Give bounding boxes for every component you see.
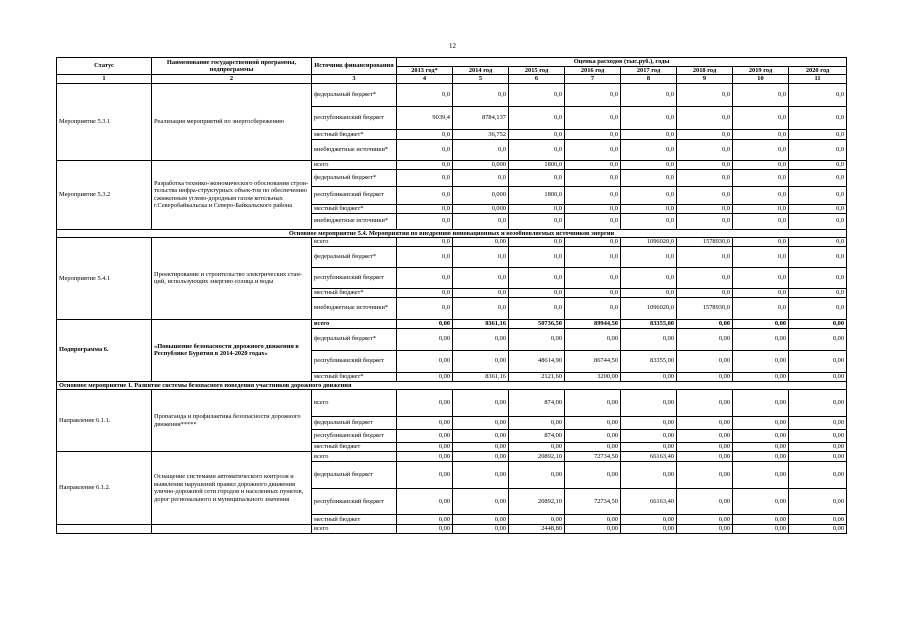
value-cell: 0,00 xyxy=(789,328,847,350)
value-cell: 0,00 xyxy=(733,350,789,372)
column-number: 2 xyxy=(152,75,312,84)
row-status: Подпрограмма 6. xyxy=(57,319,152,381)
value-cell: 0,0 xyxy=(509,246,565,267)
value-cell: 0,00 xyxy=(397,430,453,443)
table-row xyxy=(57,84,847,107)
value-cell: 1578930,0 xyxy=(677,297,733,319)
value-cell: 83355,00 xyxy=(621,319,677,328)
value-cell: 0,000 xyxy=(453,204,509,213)
value-cell: 0,0 xyxy=(677,186,733,204)
row-status: Мероприятие 5.3.2 xyxy=(57,161,152,230)
value-cell: 0,0 xyxy=(565,297,621,319)
value-cell: 0,0 xyxy=(565,140,621,161)
value-cell: 0,00 xyxy=(621,372,677,381)
value-cell: 0,00 xyxy=(621,443,677,452)
value-cell: 0,0 xyxy=(733,238,789,247)
value-cell: 0,0 xyxy=(789,84,847,107)
value-cell: 0,00 xyxy=(397,452,453,462)
value-cell: 0,00 xyxy=(453,390,509,417)
funding-source: внебюджетные источники* xyxy=(312,213,397,229)
value-cell: 0,0 xyxy=(565,204,621,213)
value-cell: 0,0 xyxy=(397,213,453,229)
value-cell: 0,0 xyxy=(621,267,677,288)
row-status: Направление 6.1.2. xyxy=(57,452,152,525)
column-number: 3 xyxy=(312,75,397,84)
value-cell: 0,00 xyxy=(789,319,847,328)
value-cell: 1096020,0 xyxy=(621,297,677,319)
value-cell: 0,0 xyxy=(733,267,789,288)
value-cell: 0,00 xyxy=(565,328,621,350)
value-cell: 8361,16 xyxy=(453,319,509,328)
value-cell: 0,00 xyxy=(789,443,847,452)
value-cell: 0,00 xyxy=(397,328,453,350)
section-title: Основное мероприятие 1. Развитие системы безопасного поведения участников дорожного движения xyxy=(57,381,847,390)
value-cell: 20892,10 xyxy=(509,489,565,515)
value-cell: 0,0 xyxy=(397,267,453,288)
value-cell: 0,0 xyxy=(733,246,789,267)
value-cell: 0,00 xyxy=(677,417,733,430)
value-cell: 0,00 xyxy=(509,417,565,430)
section-row xyxy=(57,229,847,238)
value-cell: 0,00 xyxy=(453,238,509,247)
value-cell: 72734,50 xyxy=(565,452,621,462)
row-status: Мероприятие 5.4.1 xyxy=(57,238,152,320)
value-cell: 36,752 xyxy=(453,130,509,140)
value-cell: 0,00 xyxy=(565,515,621,525)
row-status: Направление 6.1.1. xyxy=(57,390,152,452)
value-cell: 0,00 xyxy=(565,430,621,443)
value-cell: 0,00 xyxy=(733,328,789,350)
value-cell: 0,0 xyxy=(565,84,621,107)
value-cell: 1578930,0 xyxy=(677,238,733,247)
value-cell: 0,0 xyxy=(565,213,621,229)
value-cell: 0,00 xyxy=(565,390,621,417)
value-cell: 0,00 xyxy=(453,525,509,534)
value-cell: 0,00 xyxy=(733,489,789,515)
value-cell: 0,0 xyxy=(397,169,453,186)
value-cell: 0,0 xyxy=(453,297,509,319)
value-cell: 0,0 xyxy=(621,107,677,130)
value-cell: 0,00 xyxy=(453,462,509,489)
value-cell: 0,00 xyxy=(397,319,453,328)
value-cell: 0,0 xyxy=(509,288,565,297)
value-cell: 0,00 xyxy=(789,372,847,381)
value-cell: 0,0 xyxy=(733,84,789,107)
value-cell: 0,0 xyxy=(397,130,453,140)
funding-source: всего xyxy=(312,161,397,170)
value-cell: 0,0 xyxy=(621,169,677,186)
value-cell: 0,0 xyxy=(565,161,621,170)
value-cell: 0,00 xyxy=(509,443,565,452)
value-cell: 0,0 xyxy=(509,238,565,247)
header-source: Источник финансирования xyxy=(312,58,397,75)
value-cell: 0,00 xyxy=(397,417,453,430)
value-cell: 0,0 xyxy=(677,267,733,288)
row-name xyxy=(152,525,312,534)
value-cell: 0,0 xyxy=(677,246,733,267)
value-cell: 0,0 xyxy=(789,107,847,130)
value-cell: 0,0 xyxy=(789,186,847,204)
value-cell: 0,00 xyxy=(789,462,847,489)
value-cell: 0,0 xyxy=(789,161,847,170)
value-cell: 0,0 xyxy=(789,297,847,319)
header-year: 2013 год* xyxy=(397,66,453,75)
value-cell: 0,0 xyxy=(621,288,677,297)
value-cell: 0,00 xyxy=(677,489,733,515)
value-cell: 0,00 xyxy=(789,390,847,417)
value-cell: 0,00 xyxy=(677,350,733,372)
funding-source: местный бюджет* xyxy=(312,288,397,297)
value-cell: 0,00 xyxy=(733,452,789,462)
value-cell: 0,0 xyxy=(621,186,677,204)
header-year: 2018 год xyxy=(677,66,733,75)
row-name: Проектирование и строительство электрических стан-ций, использующих энергию солнца и воды xyxy=(152,238,312,320)
column-number: 9 xyxy=(677,75,733,84)
value-cell: 0,00 xyxy=(677,328,733,350)
value-cell: 0,0 xyxy=(621,161,677,170)
table-row xyxy=(57,525,847,534)
row-status: Мероприятие 5.3.1 xyxy=(57,84,152,161)
row-status xyxy=(57,525,152,534)
value-cell: 0,0 xyxy=(509,297,565,319)
value-cell: 0,00 xyxy=(733,462,789,489)
funding-source: местный бюджет* xyxy=(312,372,397,381)
table-row xyxy=(57,161,847,170)
value-cell: 9039,4 xyxy=(397,107,453,130)
value-cell: 3200,00 xyxy=(565,372,621,381)
header-year: 2016 год xyxy=(565,66,621,75)
funding-source: федеральный бюджет* xyxy=(312,328,397,350)
value-cell: 0,00 xyxy=(397,525,453,534)
funding-source: федеральный бюджет* xyxy=(312,84,397,107)
value-cell: 0,0 xyxy=(397,246,453,267)
value-cell: 0,0 xyxy=(789,238,847,247)
value-cell: 0,0 xyxy=(565,267,621,288)
value-cell: 0,00 xyxy=(677,452,733,462)
funding-source: местный бюджет xyxy=(312,443,397,452)
funding-source: местный бюджет* xyxy=(312,130,397,140)
value-cell: 0,00 xyxy=(789,489,847,515)
value-cell: 0,0 xyxy=(397,204,453,213)
value-cell: 0,0 xyxy=(733,169,789,186)
value-cell: 83355,00 xyxy=(621,350,677,372)
value-cell: 2121,60 xyxy=(509,372,565,381)
value-cell: 0,0 xyxy=(453,84,509,107)
value-cell: 1800,0 xyxy=(509,186,565,204)
value-cell: 0,0 xyxy=(789,288,847,297)
value-cell: 0,0 xyxy=(733,130,789,140)
header-year: 2015 год xyxy=(509,66,565,75)
value-cell: 0,0 xyxy=(565,246,621,267)
value-cell: 50736,50 xyxy=(509,319,565,328)
value-cell: 0,0 xyxy=(733,204,789,213)
value-cell: 89944,50 xyxy=(565,319,621,328)
funding-source: республиканский бюджет xyxy=(312,430,397,443)
value-cell: 0,00 xyxy=(789,515,847,525)
value-cell: 0,00 xyxy=(565,443,621,452)
value-cell: 0,00 xyxy=(621,525,677,534)
funding-source: всего xyxy=(312,525,397,534)
expenditure-table xyxy=(56,57,847,534)
value-cell: 0,00 xyxy=(397,443,453,452)
value-cell: 0,00 xyxy=(509,328,565,350)
table-row xyxy=(57,390,847,417)
value-cell: 0,0 xyxy=(509,204,565,213)
funding-source: федеральный бюджет xyxy=(312,462,397,489)
header-year: 2020 год xyxy=(789,66,847,75)
value-cell: 0,00 xyxy=(733,525,789,534)
section-row xyxy=(57,381,847,390)
value-cell: 0,0 xyxy=(453,246,509,267)
value-cell: 0,00 xyxy=(789,417,847,430)
value-cell: 0,00 xyxy=(453,430,509,443)
funding-source: республиканский бюджет xyxy=(312,267,397,288)
value-cell: 0,00 xyxy=(677,430,733,443)
value-cell: 0,0 xyxy=(565,107,621,130)
row-name: Разработка технико-экономического обоснования строи-тельства инфра-структурных объек-тов по обеспечению сжиженным углево-дородным газом котельных г.Северобайкальска и Северо-Байкальского района xyxy=(152,161,312,230)
column-number: 4 xyxy=(397,75,453,84)
value-cell: 0,00 xyxy=(677,319,733,328)
page-number: 12 xyxy=(449,42,456,50)
funding-source: республиканский бюджет xyxy=(312,186,397,204)
row-name: Пропаганда и профилактика безопасности дорожного движения***** xyxy=(152,390,312,452)
value-cell: 0,00 xyxy=(733,319,789,328)
value-cell: 0,00 xyxy=(677,443,733,452)
value-cell: 0,00 xyxy=(789,452,847,462)
value-cell: 1096020,0 xyxy=(621,238,677,247)
value-cell: 0,0 xyxy=(789,130,847,140)
value-cell: 0,0 xyxy=(789,140,847,161)
value-cell: 0,00 xyxy=(733,515,789,525)
section-title: Основное мероприятие 5.4. Мероприятия по внедрению инновационных и возобновляемых источников энергии xyxy=(57,229,847,238)
value-cell: 0,0 xyxy=(789,204,847,213)
value-cell: 0,0 xyxy=(677,84,733,107)
funding-source: внебюджетные источники* xyxy=(312,140,397,161)
value-cell: 0,0 xyxy=(677,213,733,229)
value-cell: 66163,40 xyxy=(621,452,677,462)
value-cell: 0,0 xyxy=(509,107,565,130)
column-number-row xyxy=(57,75,847,84)
funding-source: всего xyxy=(312,390,397,417)
value-cell: 0,0 xyxy=(565,238,621,247)
value-cell: 0,0 xyxy=(733,140,789,161)
value-cell: 0,00 xyxy=(453,328,509,350)
value-cell: 0,0 xyxy=(789,246,847,267)
funding-source: местный бюджет* xyxy=(312,204,397,213)
value-cell: 66163,40 xyxy=(621,489,677,515)
value-cell: 86744,50 xyxy=(565,350,621,372)
value-cell: 0,0 xyxy=(565,288,621,297)
row-name: Оснащение системами автоматического контроля и выявления нарушений правил дорожного движения улично-дорожной сети городов и населенных пунктов, дорог регионального и муниципального значения xyxy=(152,452,312,525)
column-number: 5 xyxy=(453,75,509,84)
column-number: 1 xyxy=(57,75,152,84)
value-cell: 0,0 xyxy=(677,204,733,213)
value-cell: 0,000 xyxy=(453,161,509,170)
value-cell: 0,00 xyxy=(453,515,509,525)
value-cell: 0,00 xyxy=(621,515,677,525)
value-cell: 0,0 xyxy=(565,186,621,204)
value-cell: 0,000 xyxy=(453,186,509,204)
value-cell: 0,0 xyxy=(677,169,733,186)
value-cell: 0,00 xyxy=(453,417,509,430)
value-cell: 0,0 xyxy=(677,161,733,170)
value-cell: 0,0 xyxy=(621,213,677,229)
funding-source: всего xyxy=(312,319,397,328)
value-cell: 0,0 xyxy=(733,186,789,204)
value-cell: 0,00 xyxy=(397,462,453,489)
value-cell: 0,00 xyxy=(565,417,621,430)
row-name: Реализация мероприятий по энергосбережению xyxy=(152,84,312,161)
value-cell: 0,0 xyxy=(397,238,453,247)
value-cell: 0,0 xyxy=(733,161,789,170)
value-cell: 0,0 xyxy=(677,140,733,161)
funding-source: республиканский бюджет xyxy=(312,489,397,515)
value-cell: 0,00 xyxy=(621,430,677,443)
value-cell: 0,00 xyxy=(565,525,621,534)
value-cell: 0,0 xyxy=(733,107,789,130)
value-cell: 0,00 xyxy=(677,525,733,534)
value-cell: 0,00 xyxy=(397,350,453,372)
value-cell: 0,0 xyxy=(397,288,453,297)
row-name: «Повышение безопасности дорожного движения в Республике Бурятия в 2014-2020 годах» xyxy=(152,319,312,381)
header-name: Наименование государственной программы, подпрограммы xyxy=(152,58,312,75)
value-cell: 0,0 xyxy=(733,297,789,319)
value-cell: 0,00 xyxy=(621,328,677,350)
value-cell: 0,0 xyxy=(565,169,621,186)
value-cell: 0,0 xyxy=(453,140,509,161)
value-cell: 0,0 xyxy=(509,130,565,140)
value-cell: 0,00 xyxy=(789,525,847,534)
value-cell: 0,0 xyxy=(509,267,565,288)
value-cell: 0,0 xyxy=(733,213,789,229)
value-cell: 0,00 xyxy=(789,430,847,443)
value-cell: 0,0 xyxy=(453,169,509,186)
value-cell: 0,00 xyxy=(621,390,677,417)
value-cell: 0,00 xyxy=(621,417,677,430)
table-row xyxy=(57,452,847,462)
value-cell: 0,00 xyxy=(397,515,453,525)
value-cell: 0,00 xyxy=(397,372,453,381)
value-cell: 0,0 xyxy=(677,130,733,140)
value-cell: 0,0 xyxy=(789,169,847,186)
value-cell: 0,0 xyxy=(621,204,677,213)
header-year: 2014 год xyxy=(453,66,509,75)
value-cell: 0,00 xyxy=(733,390,789,417)
table-row xyxy=(57,238,847,247)
value-cell: 0,0 xyxy=(621,140,677,161)
value-cell: 0,0 xyxy=(397,297,453,319)
table-row xyxy=(57,319,847,328)
value-cell: 0,00 xyxy=(509,462,565,489)
value-cell: 0,0 xyxy=(397,161,453,170)
value-cell: 0,0 xyxy=(453,288,509,297)
value-cell: 0,0 xyxy=(509,84,565,107)
value-cell: 0,00 xyxy=(677,390,733,417)
value-cell: 2448,80 xyxy=(509,525,565,534)
value-cell: 874,00 xyxy=(509,430,565,443)
value-cell: 0,0 xyxy=(677,288,733,297)
column-number: 11 xyxy=(789,75,847,84)
value-cell: 0,00 xyxy=(733,372,789,381)
value-cell: 0,00 xyxy=(677,372,733,381)
value-cell: 20892,10 xyxy=(509,452,565,462)
column-number: 8 xyxy=(621,75,677,84)
value-cell: 0,00 xyxy=(677,515,733,525)
value-cell: 0,0 xyxy=(397,140,453,161)
value-cell: 0,00 xyxy=(397,390,453,417)
value-cell: 0,00 xyxy=(453,443,509,452)
value-cell: 0,0 xyxy=(509,213,565,229)
value-cell: 0,00 xyxy=(789,350,847,372)
value-cell: 72734,50 xyxy=(565,489,621,515)
funding-source: всего xyxy=(312,452,397,462)
funding-source: местный бюджет xyxy=(312,515,397,525)
value-cell: 1800,0 xyxy=(509,161,565,170)
value-cell: 0,0 xyxy=(677,107,733,130)
value-cell: 0,00 xyxy=(565,462,621,489)
funding-source: федеральный бюджет* xyxy=(312,169,397,186)
header-estimate: Оценка расходов (тыс.руб.), годы xyxy=(397,58,847,67)
header-year: 2019 год xyxy=(733,66,789,75)
column-number: 6 xyxy=(509,75,565,84)
funding-source: федеральный бюджет xyxy=(312,417,397,430)
value-cell: 0,00 xyxy=(733,443,789,452)
value-cell: 0,0 xyxy=(509,140,565,161)
value-cell: 0,00 xyxy=(621,462,677,489)
value-cell: 0,0 xyxy=(453,213,509,229)
value-cell: 0,0 xyxy=(453,267,509,288)
value-cell: 0,00 xyxy=(509,515,565,525)
value-cell: 0,0 xyxy=(789,267,847,288)
funding-source: федеральный бюджет* xyxy=(312,246,397,267)
value-cell: 0,0 xyxy=(621,130,677,140)
header-status: Статус xyxy=(57,58,152,75)
value-cell: 0,00 xyxy=(397,489,453,515)
value-cell: 0,0 xyxy=(509,169,565,186)
value-cell: 0,00 xyxy=(453,452,509,462)
funding-source: республиканский бюджет xyxy=(312,350,397,372)
value-cell: 874,00 xyxy=(509,390,565,417)
value-cell: 0,00 xyxy=(453,350,509,372)
value-cell: 0,00 xyxy=(733,417,789,430)
value-cell: 0,0 xyxy=(789,213,847,229)
value-cell: 0,00 xyxy=(733,430,789,443)
funding-source: внебюджетные источники* xyxy=(312,297,397,319)
value-cell: 0,00 xyxy=(453,489,509,515)
column-number: 7 xyxy=(565,75,621,84)
funding-source: всего xyxy=(312,238,397,247)
value-cell: 0,0 xyxy=(397,186,453,204)
column-number: 10 xyxy=(733,75,789,84)
value-cell: 0,0 xyxy=(621,84,677,107)
header-year: 2017 год xyxy=(621,66,677,75)
value-cell: 0,0 xyxy=(733,288,789,297)
value-cell: 48614,90 xyxy=(509,350,565,372)
value-cell: 0,0 xyxy=(397,84,453,107)
value-cell: 0,0 xyxy=(621,246,677,267)
value-cell: 8361,16 xyxy=(453,372,509,381)
funding-source: республиканский бюджет xyxy=(312,107,397,130)
value-cell: 0,00 xyxy=(677,462,733,489)
value-cell: 0,0 xyxy=(565,130,621,140)
value-cell: 8784,137 xyxy=(453,107,509,130)
